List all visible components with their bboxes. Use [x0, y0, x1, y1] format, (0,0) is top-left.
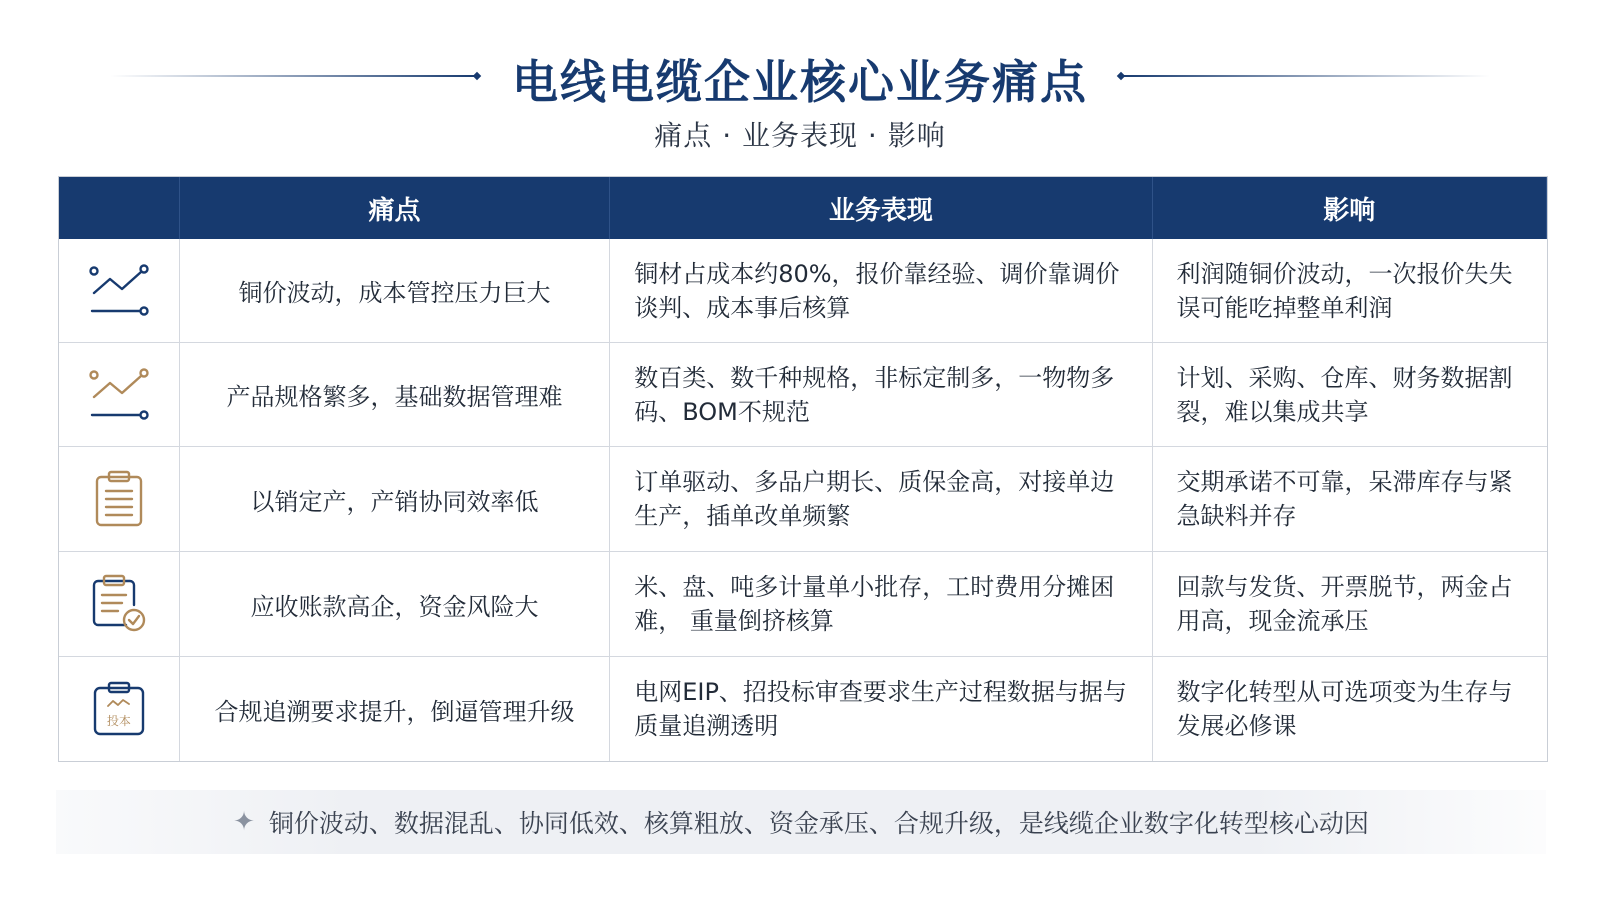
header-icon-column [59, 177, 180, 239]
manifestation-text: 铜材占成本约80%，报价靠经验、调价靠调价谈判、成本事后核算 [610, 239, 1152, 342]
impact-text: 交期承诺不可靠，呆滞库存与紧急缺料并存 [1176, 468, 1513, 530]
header-manifestation: 业务表现 [610, 177, 1152, 239]
impact-text: 计划、采购、仓库、财务数据割裂，难以集成共享 [1176, 363, 1513, 426]
impact-text: 回款与发货、开票脱节，两金占用高，现金流承压 [1176, 573, 1513, 635]
impact-text: 数字化转型从可选项变为生存与发展必修课 [1176, 678, 1513, 740]
pain-point-text: 以销定产，产销协同效率低 [180, 447, 610, 551]
table-row [59, 657, 1547, 761]
manifestation-text: 订单驱动、多品户期长、质保金高，对接单边生产，插单改单频繁 [610, 447, 1152, 551]
table-row [59, 447, 1547, 552]
manifestation-text: 电网EIP、招投标审查要求生产过程数据与据与质量追溯透明 [610, 657, 1152, 761]
table-header-row [59, 177, 1547, 239]
pain-point-text: 产品规格繁多，基础数据管理难 [180, 343, 610, 446]
table-row [59, 239, 1547, 343]
title-divider-right [1120, 75, 1490, 77]
table-row [59, 343, 1547, 447]
badge-label: 投本 [106, 714, 131, 728]
impact-text: 利润随铜价波动，一次报价失失误可能吃掉整单利润 [1176, 259, 1513, 322]
trend-line-chart-icon [59, 239, 180, 342]
header-impact: 影响 [1153, 177, 1547, 239]
header-pain-point: 痛点 [180, 177, 610, 239]
sparkle-icon: ✦ [233, 807, 255, 837]
pain-point-text: 应收账款高企，资金风险大 [180, 552, 610, 656]
manifestation-text: 米、盘、吨多计量单小批存，工时费用分摊困难， 重量倒挤核算 [610, 552, 1152, 656]
trend-line-chart-gold-icon [59, 343, 180, 446]
page-title: 电线电缆企业核心业务痛点 [512, 55, 1088, 109]
document-badge-icon [59, 657, 180, 761]
page-subtitle: 痛点 · 业务表现 · 影响 [654, 119, 946, 152]
clipboard-check-icon [59, 552, 180, 656]
table-row [59, 552, 1547, 657]
title-block [0, 40, 1600, 120]
manifestation-text: 数百类、数千种规格，非标定制多，一物物多码、BOM不规范 [610, 343, 1152, 446]
clipboard-list-icon [59, 447, 180, 551]
pain-points-table [58, 176, 1548, 762]
summary-text: 铜价波动、数据混乱、协同低效、核算粗放、资金承压、合规升级，是线缆企业数字化转型核心动因 [268, 809, 1369, 838]
summary-banner [56, 790, 1546, 854]
pain-point-text: 铜价波动，成本管控压力巨大 [180, 239, 610, 342]
pain-point-text: 合规追溯要求提升，倒逼管理升级 [180, 657, 610, 761]
